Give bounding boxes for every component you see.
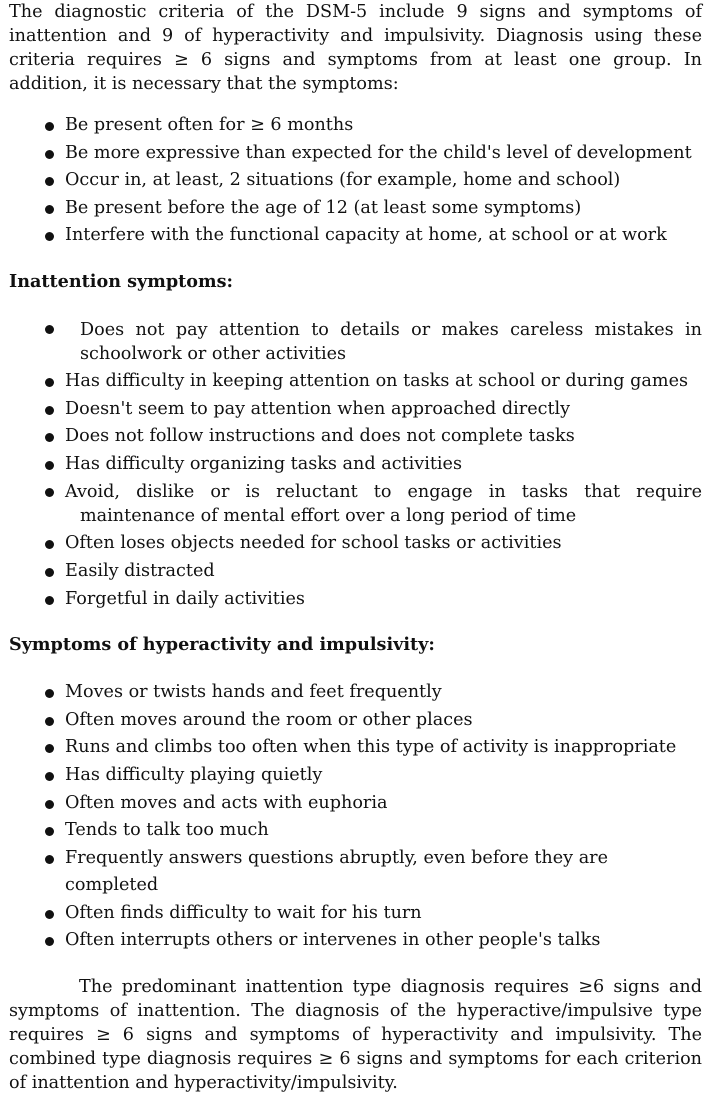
list-item bbox=[45, 927, 702, 955]
list-item bbox=[45, 707, 702, 735]
spacer bbox=[9, 294, 702, 316]
bullet-icon bbox=[45, 406, 54, 415]
list-item-text: Doesn't seem to pay attention when approached directly bbox=[65, 398, 571, 419]
list-item-text: Has difficulty in keeping attention on tasks at school or during games bbox=[65, 370, 689, 391]
list-item bbox=[45, 451, 702, 479]
closing-paragraph bbox=[9, 975, 702, 1095]
list-item bbox=[45, 423, 702, 451]
list-item-text: Often finds difficulty to wait for his turn bbox=[65, 902, 422, 923]
bullet-icon bbox=[45, 378, 54, 387]
bullet-icon bbox=[45, 461, 54, 470]
list-item bbox=[45, 112, 702, 140]
bullet-icon bbox=[45, 325, 54, 334]
list-item-text: Forgetful in daily activities bbox=[65, 588, 305, 609]
list-item bbox=[45, 558, 702, 586]
list-item bbox=[45, 478, 702, 530]
bullet-icon bbox=[45, 122, 54, 131]
list-item bbox=[45, 900, 702, 928]
spacer bbox=[9, 96, 702, 112]
list-item-text: Has difficulty playing quietly bbox=[65, 764, 323, 785]
list-item-text: Moves or twists hands and feet frequently bbox=[65, 682, 442, 703]
bullet-icon bbox=[45, 205, 54, 214]
list-item bbox=[45, 734, 702, 762]
list-item bbox=[45, 396, 702, 424]
list-item bbox=[45, 762, 702, 790]
bullet-icon bbox=[45, 717, 54, 726]
bullet-icon bbox=[45, 568, 54, 577]
bullet-icon bbox=[45, 150, 54, 159]
list-item bbox=[45, 845, 702, 900]
list-item-text: Runs and climbs too often when this type of activity is inappropriate bbox=[65, 737, 677, 758]
list-item bbox=[45, 167, 702, 195]
list-item-text: Interfere with the functional capacity at home, at school or at work bbox=[65, 225, 667, 246]
list-item-text: Has difficulty organizing tasks and activities bbox=[65, 453, 462, 474]
list-item-text: Be present often for ≥ 6 months bbox=[65, 115, 354, 135]
list-item-text: Often moves and acts with euphoria bbox=[65, 792, 388, 813]
list-item bbox=[45, 817, 702, 845]
requirements-list bbox=[9, 112, 702, 250]
intro-paragraph: The diagnostic criteria of the DSM-5 include 9 signs and symptoms of inattention and 9 of hyperactivity and impulsivity. Diagnosis using these criteria requires ≥ 6 signs and symptoms from at least one group. In addition, it is necessary that the symptoms: bbox=[9, 2, 702, 94]
list-item-text: Occur in, at least, 2 situations (for example, home and school) bbox=[65, 170, 621, 191]
hyperactivity-heading: Symptoms of hyperactivity and impulsivity: bbox=[9, 634, 435, 656]
list-item bbox=[45, 195, 702, 223]
list-item-text: Easily distracted bbox=[65, 560, 215, 581]
list-item bbox=[45, 222, 702, 250]
list-item bbox=[45, 140, 702, 168]
list-item-text: Does not pay attention to details or makes careless mistakes in schoolwork or other activities bbox=[80, 319, 702, 364]
bullet-icon bbox=[45, 855, 54, 864]
bullet-icon bbox=[45, 596, 54, 605]
spacer bbox=[9, 613, 702, 633]
list-item-text: Frequently answers questions abruptly, even before they are completed bbox=[65, 847, 608, 896]
spacer bbox=[9, 657, 702, 679]
spacer bbox=[9, 955, 702, 975]
inattention-list bbox=[9, 316, 702, 613]
bullet-icon bbox=[45, 488, 54, 497]
bullet-icon bbox=[45, 910, 54, 919]
bullet-icon bbox=[45, 800, 54, 809]
list-item-text: Often loses objects needed for school tasks or activities bbox=[65, 533, 562, 554]
bullet-icon bbox=[45, 827, 54, 836]
bullet-icon bbox=[45, 540, 54, 549]
bullet-icon bbox=[45, 772, 54, 781]
bullet-icon bbox=[45, 177, 54, 186]
list-item bbox=[45, 679, 702, 707]
list-item-text: Does not follow instructions and does not complete tasks bbox=[65, 426, 575, 447]
list-item bbox=[45, 368, 702, 396]
inattention-heading: Inattention symptoms: bbox=[9, 270, 234, 292]
list-item-text: Often interrupts others or intervenes in other people's talks bbox=[65, 930, 601, 951]
list-item bbox=[45, 790, 702, 818]
list-item bbox=[45, 316, 702, 368]
bullet-icon bbox=[45, 689, 54, 698]
bullet-icon bbox=[45, 232, 54, 241]
list-item-text: Avoid, dislike or is reluctant to engage in tasks that require maintenance of mental effort over a long period of time bbox=[65, 482, 702, 527]
list-item-text: Often moves around the room or other places bbox=[65, 709, 473, 730]
list-item-text: Be present before the age of 12 (at least some symptoms) bbox=[65, 197, 582, 218]
closing-text: The predominant inattention type diagnosis requires ≥6 signs and symptoms of inattention. The diagnosis of the hyperactive/impulsive type requires ≥ 6 signs and symptoms of hyperactivity and impulsivity. The combined type diagnosis requires ≥ 6 signs and symptoms for each criterion of inattention and hyperactivity/impulsivity. bbox=[9, 977, 702, 1094]
list-item bbox=[45, 530, 702, 558]
bullet-icon bbox=[45, 433, 54, 442]
list-item bbox=[45, 586, 702, 614]
bullet-icon bbox=[45, 744, 54, 753]
bullet-icon bbox=[45, 937, 54, 946]
hyperactivity-list bbox=[9, 679, 702, 955]
list-item-text: Be more expressive than expected for the child's level of development bbox=[65, 142, 692, 163]
spacer bbox=[9, 250, 702, 270]
list-item-text: Tends to talk too much bbox=[65, 820, 269, 841]
